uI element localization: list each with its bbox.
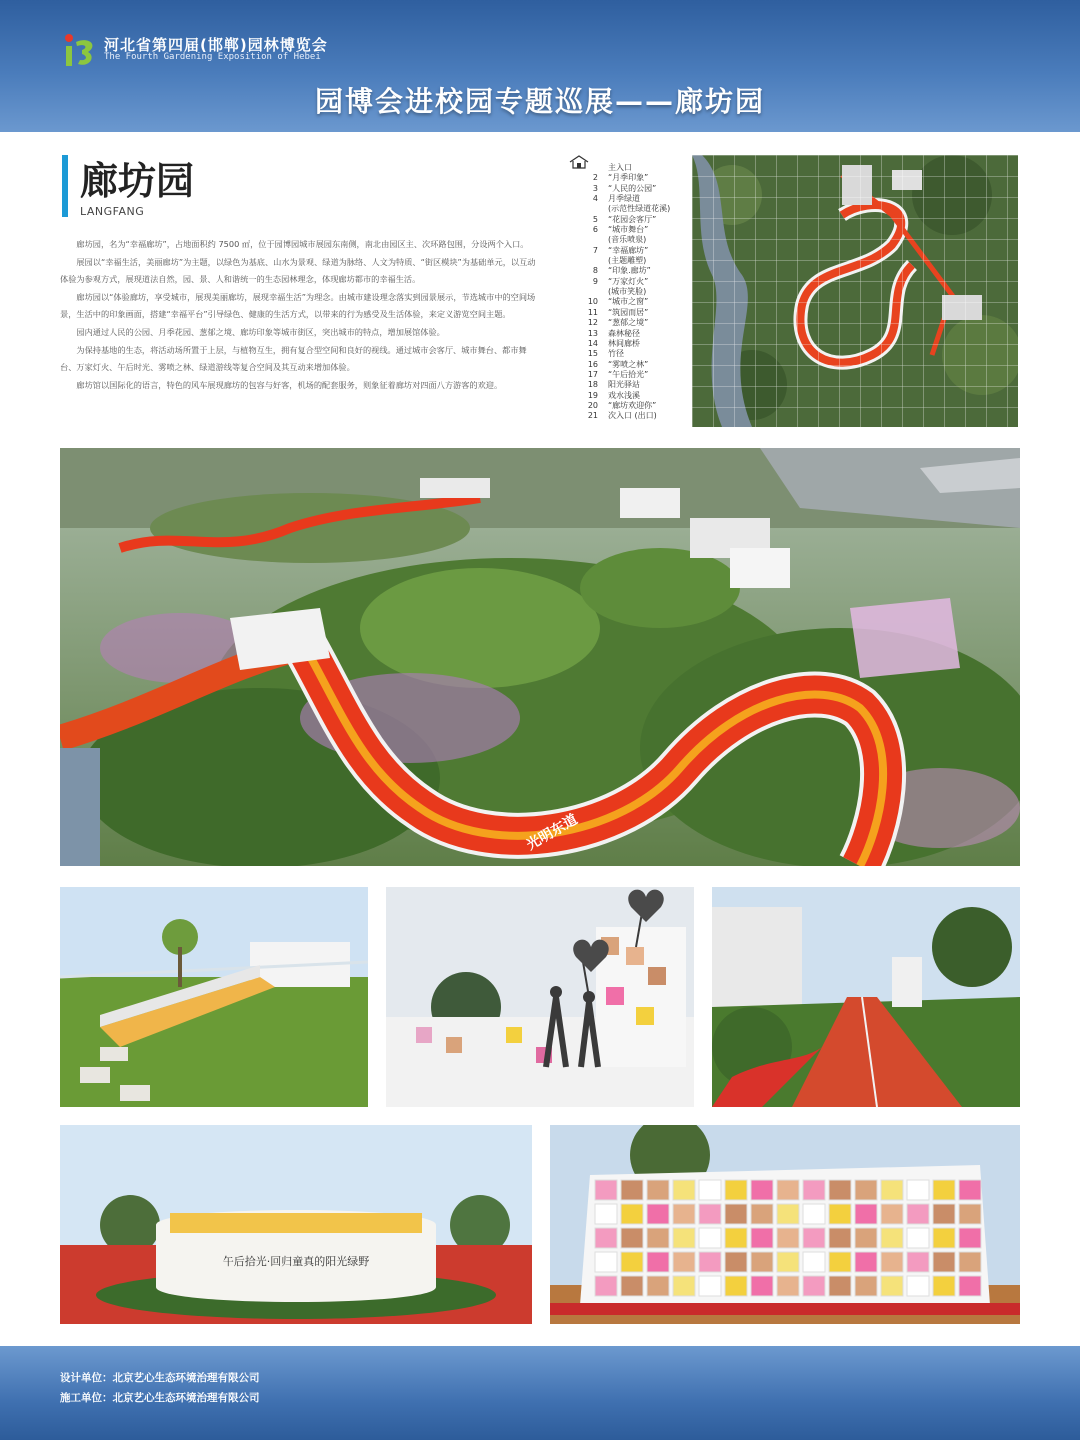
wall-photo-cell bbox=[907, 1276, 929, 1296]
legend-number: 13 bbox=[587, 328, 598, 338]
legend-number: 4 bbox=[592, 194, 598, 204]
legend-label: 竹径 bbox=[608, 349, 624, 359]
wall-photo-cell bbox=[751, 1276, 773, 1296]
legend-item bbox=[568, 349, 686, 359]
description-paragraph: 廊坊园，名为“幸福廊坊”，占地面积约 7500 ㎡，位于园博园城市展园东南侧，南北由园区主、次环路包围，分设两个入口。 bbox=[76, 239, 529, 249]
legend-label: “幸福廊坊” bbox=[608, 245, 649, 255]
wall-photo-cell bbox=[725, 1204, 747, 1224]
legend-label: “印象.廊坊” bbox=[608, 266, 651, 276]
legend-number: 7 bbox=[592, 245, 598, 255]
wall-photo-cell bbox=[595, 1204, 617, 1224]
legend-number: 11 bbox=[587, 307, 598, 317]
legend-item bbox=[568, 194, 686, 204]
wall-photo-cell bbox=[855, 1252, 877, 1272]
legend-number: 3 bbox=[592, 183, 598, 193]
legend-number: 20 bbox=[587, 400, 598, 410]
legend-item bbox=[568, 380, 686, 390]
wall-photo-cell bbox=[751, 1204, 773, 1224]
wall-photo-cell bbox=[777, 1228, 799, 1248]
wall-photo-cell bbox=[881, 1252, 903, 1272]
description-paragraph: 廊坊馆以国际化的语言，特色的风车展现廊坊的包容与好客，机场的配套服务，则象征着廊坊对四面八方游客的欢迎。 bbox=[76, 379, 503, 390]
wall-photo-cell bbox=[829, 1252, 851, 1272]
wall-photo-cell bbox=[959, 1204, 981, 1224]
legend-number: 9 bbox=[592, 276, 598, 286]
legend-item bbox=[568, 339, 686, 349]
legend-label: 戏水浅溪 bbox=[608, 390, 640, 400]
legend-label: 次入口 (出口) bbox=[608, 411, 657, 421]
legend-number: 10 bbox=[587, 297, 598, 307]
description-text bbox=[60, 236, 538, 394]
legend-sublabel: (示范性绿道花溪) bbox=[608, 204, 671, 214]
legend-number: 21 bbox=[587, 411, 598, 421]
wall-photo-cell bbox=[803, 1276, 825, 1296]
legend-number: 2 bbox=[592, 173, 598, 183]
wall-photo-cell bbox=[881, 1180, 903, 1200]
wall-photo-cell bbox=[829, 1204, 851, 1224]
legend-number: 19 bbox=[587, 390, 598, 400]
page-subtitle: LANGFANG bbox=[80, 205, 145, 218]
legend-label: “花园会客厅” bbox=[608, 214, 657, 224]
wall-photo-cell bbox=[907, 1228, 929, 1248]
rotunda-slogan-text: 午后拾光·回归童真的阳光绿野 bbox=[222, 1255, 370, 1268]
wall-photo-cell bbox=[699, 1228, 721, 1248]
wall-photo-cell bbox=[829, 1276, 851, 1296]
wall-photo-cell bbox=[907, 1252, 929, 1272]
header-band bbox=[0, 0, 1080, 132]
wall-photo-cell bbox=[647, 1204, 669, 1224]
legend-label: “筑园而居” bbox=[608, 307, 649, 317]
wall-photo-cell bbox=[881, 1204, 903, 1224]
legend-item bbox=[568, 173, 686, 183]
wall-photo-cell bbox=[829, 1180, 851, 1200]
legend-label: “廊坊欢迎你” bbox=[608, 400, 657, 410]
legend-number: 15 bbox=[587, 349, 598, 359]
legend-item bbox=[568, 308, 686, 318]
footer-band bbox=[0, 1346, 1080, 1440]
legend-label: “城市舞台” bbox=[608, 225, 649, 235]
wall-photo-cell bbox=[751, 1252, 773, 1272]
expo-name-en: The Fourth Gardening Exposition of Hebei bbox=[104, 52, 321, 62]
legend-number: 12 bbox=[587, 318, 598, 328]
legend-number: 18 bbox=[587, 380, 598, 390]
wall-photo-cell bbox=[751, 1228, 773, 1248]
wall-photo-cell bbox=[699, 1276, 721, 1296]
wall-photo-cell bbox=[933, 1276, 955, 1296]
wall-photo-cell bbox=[959, 1228, 981, 1248]
wall-photo-cell bbox=[855, 1276, 877, 1296]
wall-photo-cell bbox=[673, 1276, 695, 1296]
page-title: 廊坊园 bbox=[80, 158, 195, 203]
photo-sculpture-wall bbox=[386, 887, 694, 1107]
wall-photo-cell bbox=[933, 1228, 955, 1248]
legend-item bbox=[568, 360, 686, 370]
site-plan-legend bbox=[568, 155, 686, 422]
legend-item bbox=[568, 266, 686, 276]
description-paragraph: 展园以“幸福生活，美丽廊坊”为主题，以绿色为基底、山水为景观、绿道为脉络、人文为特质、“街区模块”为基础单元，以互动体验为参观方式，展现道法自然，园、景、人和谐统一的生态园林理念，体现廊坊都市的幸福生活。 bbox=[60, 256, 536, 285]
wall-photo-cell bbox=[725, 1180, 747, 1200]
wall-photo-cell bbox=[595, 1228, 617, 1248]
wall-photo-cell bbox=[959, 1276, 981, 1296]
legend-label: “城市之窗” bbox=[608, 297, 649, 307]
wall-photo-cell bbox=[907, 1180, 929, 1200]
legend-number: 5 bbox=[592, 214, 598, 224]
wall-photo-cell bbox=[803, 1204, 825, 1224]
wall-photo-cell bbox=[803, 1180, 825, 1200]
wall-photo-cell bbox=[725, 1252, 747, 1272]
legend-item bbox=[568, 297, 686, 307]
legend-label: “午后拾光” bbox=[608, 369, 649, 379]
wall-photo-cell bbox=[777, 1204, 799, 1224]
legend-item bbox=[568, 277, 686, 287]
construction-unit-text: 施工单位：北京艺心生态环境治理有限公司 bbox=[60, 1392, 260, 1404]
wall-photo-cell bbox=[907, 1204, 929, 1224]
legend-item bbox=[568, 246, 686, 256]
legend-sublabel: (主题雕塑) bbox=[608, 256, 647, 266]
legend-item bbox=[568, 401, 686, 411]
wall-photo-cell bbox=[725, 1276, 747, 1296]
wall-photo-cell bbox=[699, 1204, 721, 1224]
wall-photo-cell bbox=[959, 1252, 981, 1272]
legend-label: “葱郁之境” bbox=[608, 318, 649, 328]
legend-item bbox=[568, 215, 686, 225]
legend-item bbox=[568, 370, 686, 380]
photo-red-greenway bbox=[712, 887, 1020, 1107]
wall-photo-cell bbox=[673, 1252, 695, 1272]
wall-photo-cell bbox=[595, 1180, 617, 1200]
description-paragraph: 园内通过人民的公园、月季花园、葱郁之境、廊坊印象等城市街区，突出城市的特点，增加展馆体验。 bbox=[76, 326, 445, 337]
wall-photo-cell bbox=[777, 1276, 799, 1296]
wall-photo-cell bbox=[673, 1204, 695, 1224]
legend-number: 17 bbox=[587, 369, 598, 379]
legend-label: 森林秘径 bbox=[608, 328, 640, 338]
wall-photo-cell bbox=[725, 1228, 747, 1248]
legend-item bbox=[568, 411, 686, 421]
wall-photo-cell bbox=[621, 1276, 643, 1296]
legend-number bbox=[568, 163, 608, 173]
expo-name-cn: 河北省第四届(邯郸)园林博览会 bbox=[104, 36, 328, 54]
wall-photo-cell bbox=[621, 1180, 643, 1200]
legend-number: 6 bbox=[592, 225, 598, 235]
legend-sublabel: (音乐喷泉) bbox=[608, 235, 647, 245]
wall-photo-cell bbox=[777, 1180, 799, 1200]
legend-sublabel: (城市笑脸) bbox=[608, 287, 647, 297]
wall-photo-cell bbox=[881, 1276, 903, 1296]
wall-photo-cell bbox=[855, 1228, 877, 1248]
wall-photo-cell bbox=[647, 1276, 669, 1296]
legend-label: “月季印象” bbox=[608, 173, 649, 183]
wall-photo-cell bbox=[621, 1228, 643, 1248]
wall-photo-cell bbox=[803, 1252, 825, 1272]
legend-item bbox=[568, 163, 686, 173]
legend-label: 阳光驿站 bbox=[608, 380, 640, 390]
description-paragraph: 为保持基地的生态，将活动场所置于上层，与植物互生，拥有复合型空间和良好的视线。通过城市会客厅、城市舞台、都市舞台、万家灯火、午后时光、雾喷之林、绿道游线等复合空间及其互动来增加体验。 bbox=[60, 344, 527, 373]
title-accent-bar bbox=[62, 155, 68, 217]
legend-label: “雾喷之林” bbox=[608, 359, 649, 369]
description-paragraph: 廊坊园以“体验廊坊，享受城市，展现美丽廊坊，展现幸福生活”为理念。由城市建设理念落实到园景展示，节选城市中的空间场景，生活中的印象画面，搭建“幸福平台”引导绿色、健康的生活方式，以带来的行为感受及生活体验，来定义游览空间主题。 bbox=[60, 291, 536, 320]
wall-photo-cell bbox=[647, 1252, 669, 1272]
wall-photo-cell bbox=[933, 1252, 955, 1272]
wall-photo-cell bbox=[621, 1204, 643, 1224]
legend-number: 8 bbox=[592, 266, 598, 276]
wall-photo-cell bbox=[751, 1180, 773, 1200]
wall-photo-cell bbox=[777, 1252, 799, 1272]
legend-item bbox=[568, 225, 686, 235]
site-plan-image bbox=[692, 155, 1018, 427]
wall-photo-cell bbox=[699, 1180, 721, 1200]
legend-label: 主入口 bbox=[608, 163, 632, 172]
wall-photo-cell bbox=[673, 1180, 695, 1200]
wall-photo-cell bbox=[595, 1276, 617, 1296]
legend-number: 14 bbox=[587, 338, 598, 348]
wall-photo-cell bbox=[959, 1180, 981, 1200]
legend-label: “万家灯火” bbox=[608, 276, 649, 286]
legend-label: 林间廊桥 bbox=[608, 338, 640, 348]
wall-photo-cell bbox=[647, 1228, 669, 1248]
wall-photo-cell bbox=[933, 1204, 955, 1224]
wall-photo-cell bbox=[803, 1228, 825, 1248]
legend-item bbox=[568, 184, 686, 194]
photo-rotunda bbox=[60, 1125, 532, 1324]
path-name-label: 光明东道 bbox=[524, 811, 581, 854]
wall-photo-cell bbox=[855, 1180, 877, 1200]
design-unit-text: 设计单位：北京艺心生态环境治理有限公司 bbox=[60, 1372, 260, 1384]
expo-logo-icon bbox=[60, 30, 100, 70]
aerial-rendering-image bbox=[60, 448, 1020, 866]
photo-stairs-lawn bbox=[60, 887, 368, 1107]
wall-photo-cell bbox=[673, 1228, 695, 1248]
legend-item bbox=[568, 391, 686, 401]
wall-photo-cell bbox=[933, 1180, 955, 1200]
wall-photo-cell bbox=[647, 1180, 669, 1200]
wall-photo-cell bbox=[699, 1252, 721, 1272]
wall-photo-cell bbox=[595, 1252, 617, 1272]
page-banner-title: 园博会进校园专题巡展——廊坊园 bbox=[314, 85, 765, 118]
wall-photo-cell bbox=[621, 1252, 643, 1272]
photo-smile-wall bbox=[550, 1125, 1020, 1324]
legend-item bbox=[568, 318, 686, 328]
wall-photo-cell bbox=[829, 1228, 851, 1248]
wall-photo-cell bbox=[855, 1204, 877, 1224]
legend-label: “人民的公园” bbox=[608, 183, 657, 193]
wall-photo-cell bbox=[881, 1228, 903, 1248]
legend-item bbox=[568, 329, 686, 339]
legend-label: 月季绿道 bbox=[608, 194, 640, 204]
legend-number: 16 bbox=[587, 359, 598, 369]
